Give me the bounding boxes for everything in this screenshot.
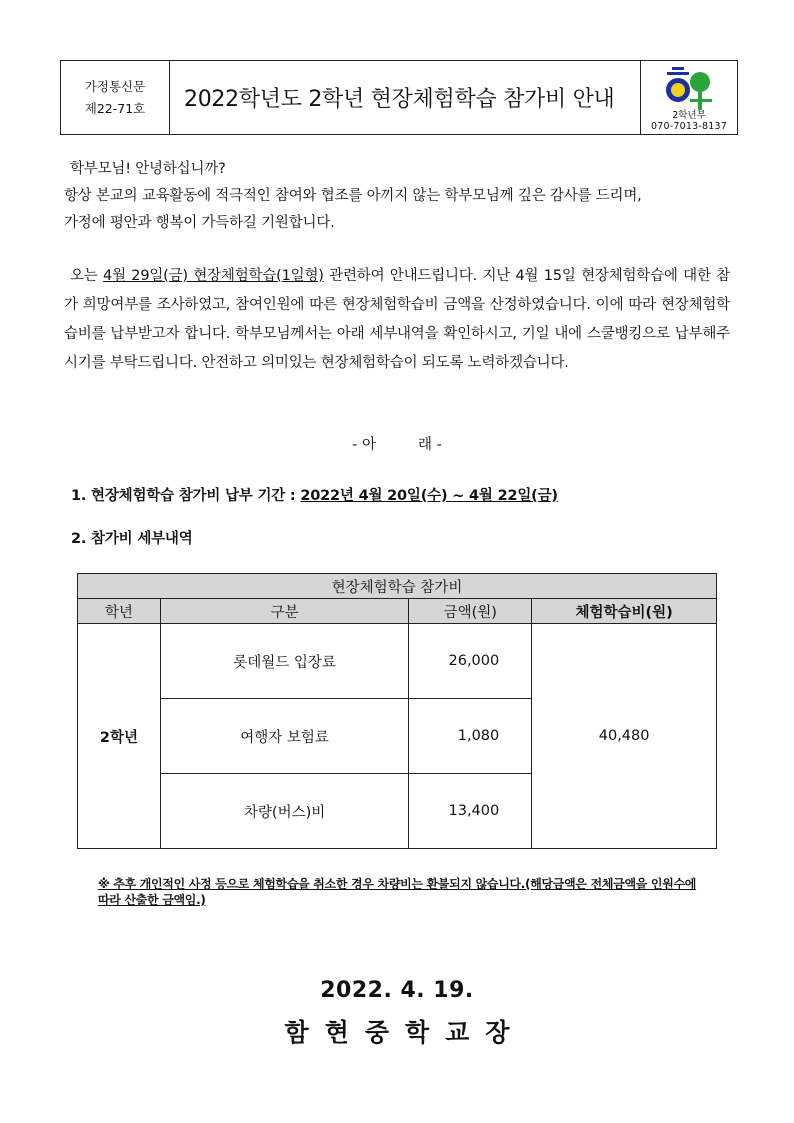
greeting-line: 학부모님! 안녕하십니까? [70,161,226,177]
fee-amount: 1,080 [409,699,532,774]
table-caption: 현장체험학습 참가비 [78,574,717,599]
payment-period [71,484,558,505]
grade-cell: 2학년 [78,624,161,849]
body-text: 관련하여 안내드립니다. 지난 4월 15일 현장체험학습에 대한 참가 희망여부를 조사하였고, 참여인원에 따른 현장체험학습비 금액을 산정하였습니다. 이에 따라 현장체험학습비를 납부받고자 합니다. 학부모님께서는 아래 세부내역을 확인하시고, 기일 내에 스쿨뱅킹으로 납부해주시기를 부탁드립니다. 안전하고 의미있는 현장체험학습이 되도록 노력하겠습니다. [64,268,731,371]
fee-amount: 13,400 [409,774,532,849]
refund-footnote: ※ 추후 개인적인 사정 등으로 체험학습을 취소한 경우 차량비는 환불되지 않습니다.(해당금액은 전체금액을 인원수에 따라 산출한 금액임.) [98,877,697,907]
payment-period-label: 1. 현장체험학습 참가비 납부 기간 : [71,488,301,504]
fee-amount: 26,000 [409,624,532,699]
fee-item: 여행자 보험료 [160,699,409,774]
body-lead: 오는 [70,268,104,284]
principal-signature: 함현중학교장 [284,1018,526,1047]
school-logo-cell [641,61,737,134]
event-date: 4월 29일(금) 현장체험학습(1일형) [103,268,324,284]
header-total-fee: 체험학습비(원) [532,599,717,624]
department-label: 2학년부 [672,110,706,121]
header-category: 구분 [160,599,409,624]
body-paragraph [64,262,730,378]
fee-table [77,573,717,849]
fee-item: 롯데월드 입장료 [160,624,409,699]
issue-date: 2022. 4. 19. [320,978,474,1003]
notice-category: 가정통신문 [84,78,146,94]
contact-phone: 070-7013-8137 [651,121,727,132]
header-grade: 학년 [78,599,161,624]
notice-section-heading [0,433,794,454]
header-amount: 금액(원) [409,599,532,624]
notice-heading-right: 래 - [418,437,442,453]
total-fee: 40,480 [532,624,717,849]
notice-number: 제22-71호 [84,100,146,116]
notice-meta [61,61,170,134]
table-row [78,624,717,699]
greeting-line: 가정에 평안과 행복이 가득하길 기원합니다. [64,215,335,231]
payment-period-dates: 2022년 4월 20일(수) ~ 4월 22일(금) [300,488,558,504]
fee-details-heading: 2. 참가비 세부내역 [71,531,193,547]
notice-header [60,60,738,135]
notice-heading-left: - 아 [352,437,376,453]
greeting-paragraph [64,156,730,237]
fee-item: 차량(버스)비 [160,774,409,849]
notice-title-cell [170,61,641,134]
document-title: 2022학년도 2학년 현장체험학습 참가비 안내 [184,87,615,112]
greeting-line: 항상 본교의 교육활동에 적극적인 참여와 협조를 아끼지 않는 학부모님께 깊은 감사를 드리며, [64,188,642,204]
school-logo-icon [661,65,717,111]
